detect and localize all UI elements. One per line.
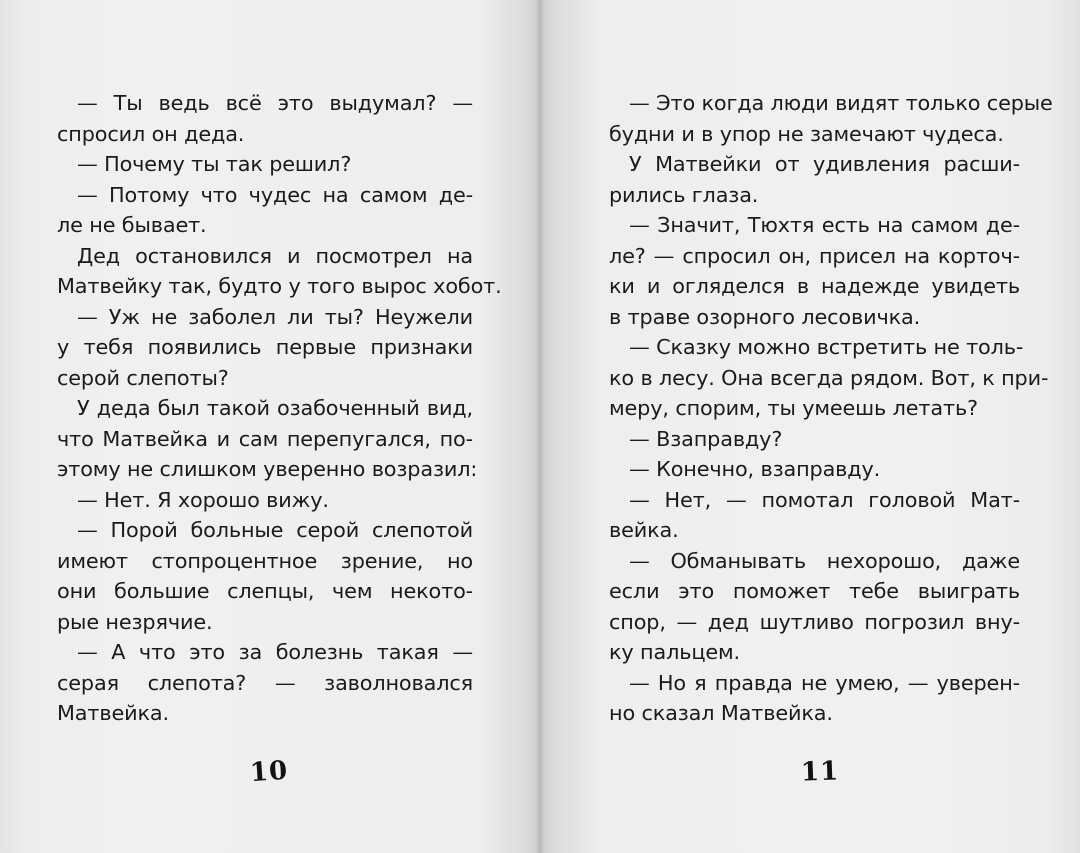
text-line: они большие слепцы, чем некото- (57, 579, 473, 603)
text-line: — Почему ты так решил? (77, 152, 352, 176)
text-line: у тебя появились первые признаки (57, 335, 473, 359)
page-number-right: 11 (800, 756, 840, 788)
text-line: рились глаза. (609, 182, 759, 207)
text-line: этому не слишком уверенно возразил: (57, 457, 478, 481)
text-line: — Но я правда не умею, — уверен- (629, 670, 1020, 695)
text-line: будни и в упор не замечают чудеса. (609, 121, 1004, 146)
text-line: Матвейка. (57, 701, 169, 725)
text-line: если это поможет тебе выиграть (609, 579, 1020, 603)
text-line: — Нет. Я хорошо вижу. (77, 487, 329, 512)
text-line: спор, — дед шутливо погрозил вну- (609, 609, 1020, 634)
page-number-left: 10 (249, 755, 290, 789)
text-line: серой слепоты? (57, 365, 229, 390)
text-line: Дед остановился и посмотрел на (77, 243, 473, 268)
text-line: — Взаправду? (629, 426, 783, 451)
text-line: ки и огляделся в надежде увидеть (609, 274, 1020, 298)
text-line: — А что это за болезнь такая — (77, 640, 473, 664)
text-line: ко в лесу. Она всегда рядом. Вот, к при- (609, 365, 1049, 390)
text-line: — Значит, Тюхтя есть на самом де- (629, 213, 1020, 237)
text-line: но сказал Матвейка. (609, 701, 833, 725)
text-line: — Порой больные серой слепотой (77, 518, 473, 542)
book-gutter (536, 0, 544, 853)
text-line: ле не бывает. (57, 213, 207, 237)
text-line: — Сказку можно встретить не толь- (629, 335, 1024, 359)
text-line: — Это когда люди видят только серые (629, 91, 1053, 115)
text-line: меру, спорим, ты умеешь летать? (609, 396, 978, 420)
left-page-text (57, 88, 502, 729)
text-line: — Ты ведь всё это выдумал? — (77, 91, 473, 115)
text-line: ле? — спросил он, присел на корточ- (609, 243, 1020, 268)
text-line: рые незрячие. (57, 609, 213, 634)
text-line: — Обманывать нехорошо, даже (629, 548, 1020, 573)
text-line: У деда был такой озабоченный вид, (77, 396, 473, 420)
text-line: — Уж не заболел ли ты? Неужели (77, 304, 473, 329)
text-line: серая слепота? — заволновался (57, 670, 473, 695)
text-line: ку пальцем. (609, 640, 740, 664)
text-line: в траве озорного лесовичка. (609, 304, 921, 329)
text-line: Матвейку так, будто у того вырос хобот. (57, 274, 502, 298)
right-page-text (609, 88, 1053, 729)
text-line: вейка. (609, 518, 679, 542)
text-line: У Матвейки от удивления расши- (629, 152, 1020, 176)
text-line: что Матвейка и сам перепугался, по- (57, 426, 473, 451)
text-line: спросил он деда. (57, 121, 245, 146)
text-line: — Потому что чудес на самом де- (77, 182, 473, 207)
text-line: — Конечно, взаправду. (629, 457, 881, 481)
text-line: — Нет, — помотал головой Мат- (629, 487, 1020, 512)
text-line: имеют стопроцентное зрение, но (57, 548, 473, 573)
